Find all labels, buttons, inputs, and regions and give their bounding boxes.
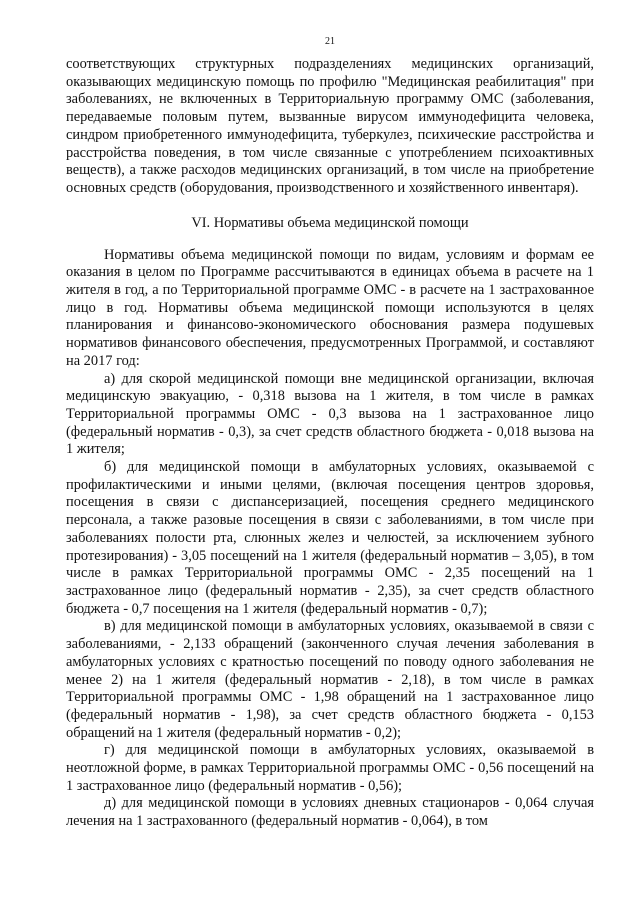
paragraph-item-a: а) для скорой медицинской помощи вне медицинской организации, включая медицинскую эвакуацию, - 0,318 вызова на 1 жителя, в том числе в рамках Территориальной программы ОМС - 0,3 вызова на 1 застрахованное лицо (федеральный норматив - 0,3), за счет средств областного бюджета - 0,018 вызова на 1 жителя; bbox=[66, 370, 594, 458]
paragraph-item-b: б) для медицинской помощи в амбулаторных условиях, оказываемой с профилактическими и иными целями, (включая посещения центров здоровья, посещения в связи с диспансеризацией, посещения среднего медицинского персонала, а также разовые посещения в связи с заболеваниями, в том числе при заболеваниях полости рта, слюнных желез и челюстей, за исключением зубного протезирования) - 3,05 посещений на 1 жителя (федеральный норматив – 3,05), в том числе в рамках Территориальной программы ОМС - 2,35 посещений на 1 застрахованное лицо (федеральный норматив - 2,35), за счет средств областного бюджета - 0,7 посещения на 1 жителя (федеральный норматив - 0,7); bbox=[66, 459, 594, 617]
intro-paragraph: соответствующих структурных подразделениях медицинских организаций, оказывающих медицинскую помощь по профилю "Медицинская реабилитация" при заболеваниях, не включенных в Территориальную программу ОМС (заболевания, передаваемые половым путем, вызванные вирусом иммунодефицита человека, синдром приобретенного иммунодефицита, туберкулез, психические расстройства и расстройства поведения, в том числе связанные с употреблением психоактивных веществ), а также расходов медицинских организаций, в том числе на приобретение основных средств (оборудования, производственного и хозяйственного инвентаря). bbox=[66, 56, 594, 196]
section-title: VI. Нормативы объема медицинской помощи bbox=[191, 214, 469, 231]
paragraph-item-g: г) для медицинской помощи в амбулаторных условиях, оказываемой в неотложной форме, в рамках Территориальной программы ОМС - 0,56 посещений на 1 застрахованное лицо (федеральный норматив - 0,56); bbox=[66, 742, 594, 794]
paragraph-item-v: в) для медицинской помощи в амбулаторных условиях, оказываемой в связи с заболеваниями, - 2,133 обращений (законченного случая лечения заболевания в амбулаторных условиях с кратностью посещений по поводу одного заболевания не менее 2) на 1 жителя (федеральный норматив - 2,18), в том числе в рамках Территориальной программы ОМС - 1,98 обращений на 1 застрахованное лицо (федеральный норматив - 1,98), за счет средств областного бюджета - 0,153 обращений на 1 жителя (федеральный норматив - 0,2); bbox=[66, 618, 594, 741]
page-number: 21 bbox=[325, 36, 335, 47]
paragraph-norms-intro: Нормативы объема медицинской помощи по видам, условиям и формам ее оказания в целом по Программе рассчитываются в единицах объема в расчете на 1 жителя в год, а по Территориальной программе ОМС - в расчете на 1 застрахованное лицо в год. Нормативы объема медицинской помощи используются в целях планирования и финансово-экономического обоснования размера подушевых нормативов финансового обеспечения, предусмотренных Программой, и составляют на 2017 год: bbox=[66, 246, 594, 369]
paragraph-item-d: д) для медицинской помощи в условиях дневных стационаров - 0,064 случая лечения на 1 застрахованного (федеральный норматив - 0,064), в том bbox=[66, 795, 594, 830]
